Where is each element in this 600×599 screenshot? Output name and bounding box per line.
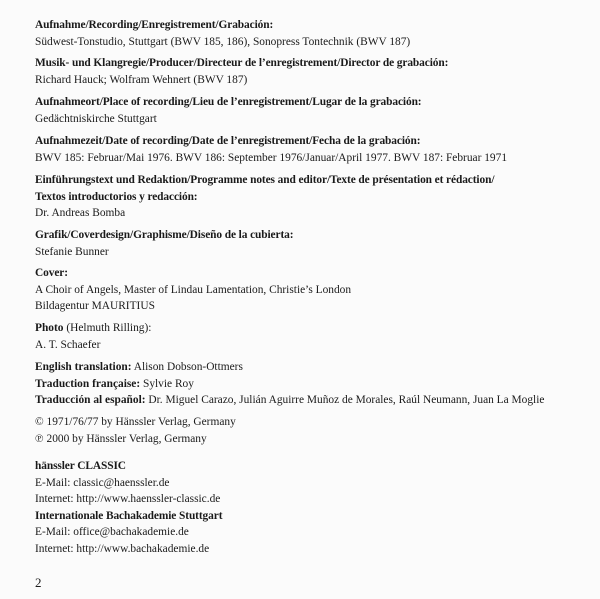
translation-value: Sylvie Roy xyxy=(140,377,194,390)
credit-value: A. T. Schaefer xyxy=(35,338,101,351)
credit-heading: Cover: xyxy=(35,267,68,279)
copyright-line: © 1971/76/77 by Hänssler Verlag, Germany xyxy=(35,416,236,428)
credit-heading: Musik- und Klangregie/Producer/Directeur de l’enregistrement/Director de grabación: xyxy=(35,57,449,69)
translation-value: Dr. Miguel Carazo, Julián Aguirre Muñoz de Morales, Raúl Neumann, Juan La Moglie xyxy=(145,394,545,406)
credit-value: Gedächtniskirche Stuttgart xyxy=(35,112,157,125)
credit-heading: Grafik/Coverdesign/Graphisme/Diseño de la cubierta: xyxy=(35,229,294,241)
translation-english xyxy=(35,359,590,376)
credit-recording xyxy=(35,17,590,50)
phonogram-line: ℗ 2000 by Hänssler Verlag, Germany xyxy=(35,432,207,445)
copyright-notice xyxy=(35,414,590,447)
contact-info xyxy=(35,458,590,557)
publisher-email: E-Mail: classic@haenssler.de xyxy=(35,476,170,489)
academy-website: Internet: http://www.bachakademie.de xyxy=(35,542,210,555)
credit-heading: Aufnahme/Recording/Enregistrement/Grabación: xyxy=(35,19,274,31)
credit-photo xyxy=(35,320,590,353)
credit-value: A Choir of Angels, Master of Lindau Lamentation, Christie’s London xyxy=(35,283,352,296)
credit-date xyxy=(35,133,590,166)
academy-email: E-Mail: office@bachakademie.de xyxy=(35,526,189,538)
credit-heading: Aufnahmezeit/Date of recording/Date de l’enregistrement/Fecha de la grabación: xyxy=(35,135,421,147)
credit-heading: Einführungstext und Redaktion/Programme notes and editor/Texte de présentation et rédaction/ xyxy=(35,174,495,186)
credit-value: BWV 185: Februar/Mai 1976. BWV 186: September 1976/Januar/April 1977. BWV 187: Februar 1971 xyxy=(35,151,508,164)
credit-value: Stefanie Bunner xyxy=(35,245,109,258)
photo-label: Photo xyxy=(35,322,64,334)
credit-cover xyxy=(35,265,590,315)
page-number: 2 xyxy=(35,575,42,590)
publisher-website: Internet: http://www.haenssler-classic.de xyxy=(35,493,221,505)
publisher-name: hänssler CLASSIC xyxy=(35,460,126,472)
credit-design xyxy=(35,227,590,260)
credit-value: Dr. Andreas Bomba xyxy=(35,207,126,219)
credit-place xyxy=(35,94,590,127)
credit-notes xyxy=(35,172,590,222)
credit-value: Südwest-Tonstudio, Stuttgart (BWV 185, 186), Sonopress Tontechnik (BWV 187) xyxy=(35,35,411,48)
credit-value: Richard Hauck; Wolfram Wehnert (BWV 187) xyxy=(35,73,248,86)
credit-producer xyxy=(35,55,590,88)
translation-label: Traduction française: xyxy=(35,377,141,390)
translation-spanish xyxy=(35,392,590,409)
translation-label: English translation: xyxy=(35,361,132,373)
academy-name: Internationale Bachakademie Stuttgart xyxy=(35,509,223,522)
credit-value: Bildagentur MAURITIUS xyxy=(35,300,155,312)
translation-credits xyxy=(35,359,590,409)
translation-french xyxy=(35,376,590,393)
photo-subject: (Helmuth Rilling): xyxy=(63,322,152,334)
credit-heading-continued: Textos introductorios y redacción: xyxy=(35,190,198,203)
translation-label: Traducción al español: xyxy=(35,394,146,406)
credit-heading: Aufnahmeort/Place of recording/Lieu de l’enregistrement/Lugar de la grabación: xyxy=(35,96,422,108)
translation-value: Alison Dobson-Ottmers xyxy=(131,361,243,373)
credit-heading xyxy=(35,320,590,337)
